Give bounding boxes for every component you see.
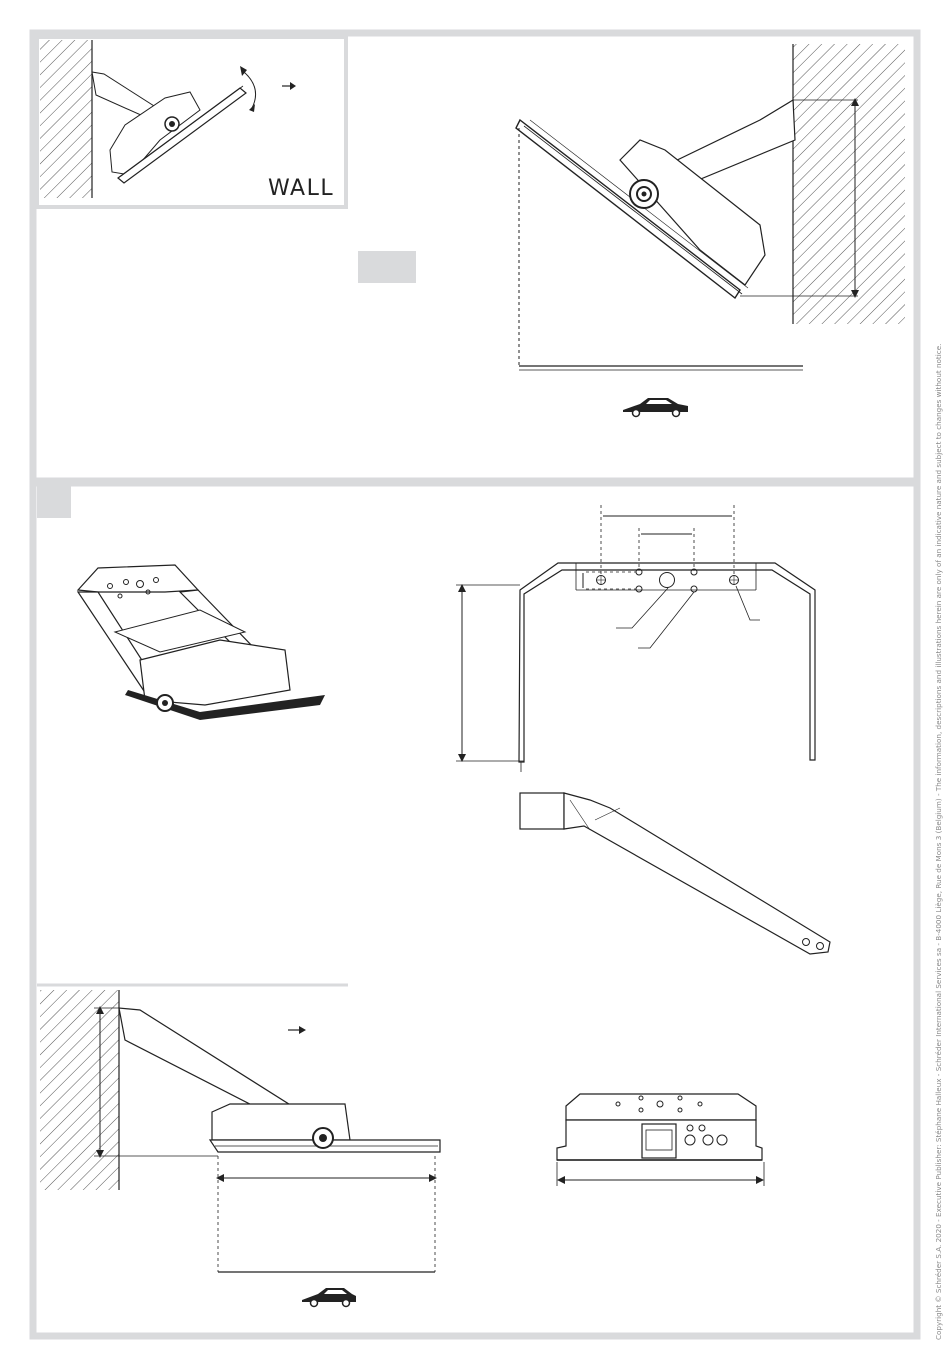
- bracket-arm-side-view: [520, 793, 830, 954]
- copyright-footer: Copyright © Schréder S.A. 2020 - Executive Publisher: Stéphane Halleux - Schréder International Services sa - B-4000 Liège, Rue de Mons 3 (Belgium) - The information, descriptions and illustrations herein are only of an indicative nature and subject to changes without notice.: [934, 343, 943, 1340]
- bracket-front-view: [456, 505, 815, 772]
- placeholder-box-bottom: [37, 486, 71, 518]
- bottom-panel-frame: [33, 483, 917, 1336]
- luminaire-front-view: [557, 1094, 764, 1186]
- wall-side-view-dimensions: [40, 990, 440, 1272]
- rotate-arrow-icon: [240, 66, 256, 112]
- wall-mount-side-view: [516, 44, 905, 370]
- car-icon: [623, 398, 688, 417]
- arrow-right-icon: [282, 82, 296, 90]
- arrow-right-icon-bottom: [288, 1026, 306, 1034]
- placeholder-box-top: [358, 251, 416, 283]
- wall-label: WALL: [268, 176, 335, 201]
- wall-inset-drawing: [40, 40, 246, 198]
- car-icon-bottom: [302, 1288, 356, 1307]
- luminaire-perspective-view: [78, 565, 325, 720]
